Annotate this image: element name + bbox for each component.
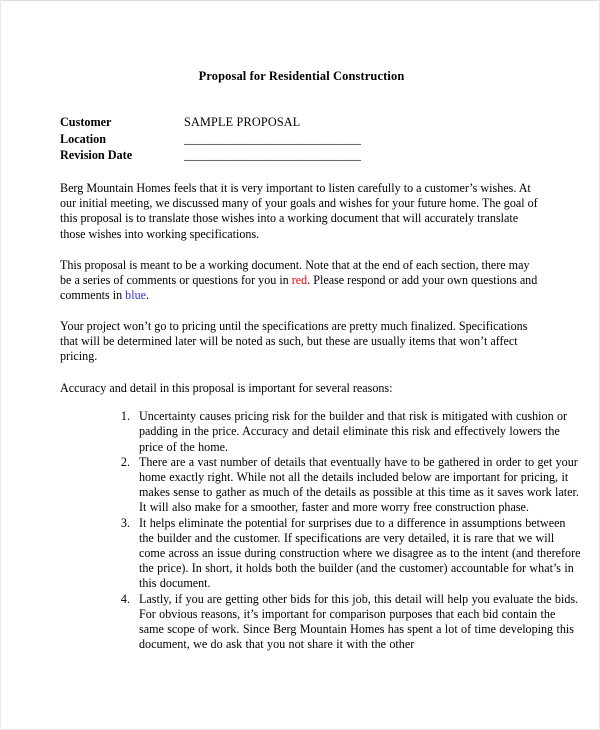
list-item — [100, 455, 583, 516]
list-item — [100, 592, 583, 653]
paragraph-pricing — [60, 319, 543, 365]
paragraph-accuracy-lead-in-text: Accuracy and detail in this proposal is important for several reasons: — [60, 381, 393, 395]
field-rule-location: ______________________________ — [184, 131, 361, 146]
field-label-customer: Customer — [60, 115, 112, 129]
field-label-revision-date: Revision Date — [60, 148, 133, 162]
paragraph-intro — [60, 181, 543, 242]
list-item-marker: 3. — [120, 515, 130, 530]
list-item-text: Lastly, if you are getting other bids for this job, this detail will help you evaluate the bids. For obvious reasons, it’s important for comparison purposes that each bid contain the same scope of work. Since Berg Mountain Homes has spent a lot of time developing this document, we do ask that you not share it with the other — [139, 591, 579, 652]
list-item-marker: 2. — [120, 454, 130, 469]
paragraph-working-document-part1: This proposal is meant to be a working document. Note that at the end of each section, there may be a series of comments or questions for you in — [60, 258, 530, 288]
reasons-list — [60, 409, 583, 652]
paragraph-working-document-part3: . — [146, 288, 150, 303]
header-fields — [60, 114, 543, 164]
list-item — [100, 516, 583, 592]
paragraph-intro-text: Berg Mountain Homes feels that it is very important to listen carefully to a customer’s wishes. At our initial meeting, we discussed many of your goals and wishes for your future home. The goal of this proposal is to translate those wishes into a working document that will accurately translate those wishes into working specifications. — [60, 181, 538, 241]
keyword-blue: blue — [125, 288, 146, 303]
paragraph-working-document-part2: . Please respond or add your own questions and comments in — [60, 273, 538, 303]
field-row-customer — [60, 114, 543, 131]
paragraph-working-document — [60, 258, 543, 304]
field-row-revision-date — [60, 147, 543, 164]
field-row-location — [60, 131, 543, 148]
list-item-text: Uncertainty causes pricing risk for the builder and that risk is mitigated with cushion or padding in the price. Accuracy and detail eliminate this risk and effectively lowers the price of the home. — [139, 409, 568, 454]
field-value-customer: SAMPLE PROPOSAL — [184, 115, 301, 129]
list-item-marker: 4. — [120, 591, 130, 606]
list-item-text: It helps eliminate the potential for surprises due to a difference in assumptions between the builder and the customer. If specifications are very detailed, it is rare that we will come across an issue during construction where we disagree as to the intent (and therefore the price). In short, it holds both the builder (and the customer) accountable for what’s in this document. — [139, 515, 581, 591]
page-title: Proposal for Residential Construction — [198, 69, 405, 83]
paragraph-working-document-text — [60, 258, 543, 304]
list-item-text: There are a vast number of details that eventually have to be gathered in order to get your home exactly right. While not all the details included below are important for pricing, it makes sense to gather as much of the details as possible at this time as it saves work later. It will also make for a smoother, faster and more worry free construction phase. — [139, 454, 579, 515]
field-rule-revision-date: ______________________________ — [184, 148, 361, 162]
paragraph-pricing-text: Your project won’t go to pricing until the specifications are pretty much finalized. Specifications that will be determined later will be noted as such, but these are usually items that won’t affect pricing. — [60, 319, 528, 364]
field-label-location: Location — [60, 131, 107, 146]
keyword-red: red — [291, 273, 308, 288]
paragraph-accuracy-lead-in — [60, 381, 543, 396]
list-item-marker: 1. — [120, 409, 130, 424]
list-item — [100, 409, 583, 455]
